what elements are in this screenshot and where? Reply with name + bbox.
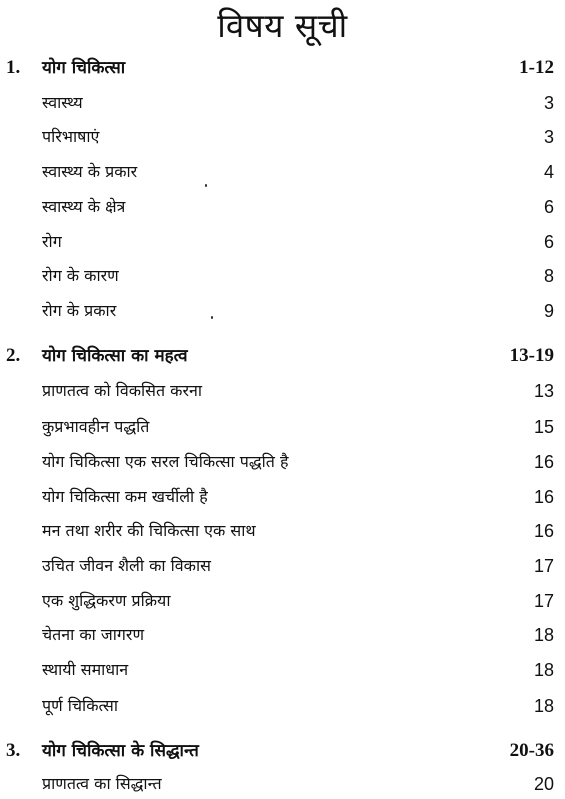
toc-entry-label: रोग <box>42 232 62 251</box>
toc-entry-page: 20 <box>533 774 554 794</box>
toc-entry-label: परिभाषाएं <box>42 127 100 146</box>
toc-entry[interactable] <box>0 551 565 581</box>
toc-entry-label: योग चिकित्सा एक सरल चिकित्सा पद्धति है <box>42 452 289 471</box>
toc-entry-page: 17 <box>533 556 554 576</box>
toc-entry-page: 9 <box>543 301 554 321</box>
toc-entry-page: 13 <box>533 381 554 401</box>
toc-entry-page: 16 <box>533 521 554 541</box>
toc-entry-label: कुप्रभावहीन पद्धति <box>42 417 150 436</box>
toc-entry[interactable] <box>0 691 565 721</box>
toc-entry-page: 6 <box>543 197 554 217</box>
chapter-title: योग चिकित्सा <box>42 58 126 78</box>
toc-entry-label: पूर्ण चिकित्सा <box>42 696 119 715</box>
chapter-heading[interactable] <box>0 736 565 766</box>
toc-entry[interactable] <box>0 122 565 152</box>
chapter-title: योग चिकित्सा का महत्व <box>42 346 188 366</box>
toc-entry-page: 3 <box>543 127 554 147</box>
scan-speck <box>205 184 207 187</box>
toc-entry[interactable] <box>0 192 565 222</box>
toc-entry-page: 18 <box>533 660 554 680</box>
toc-entry-page: 18 <box>533 625 554 645</box>
chapter-heading[interactable] <box>0 341 565 371</box>
toc-entry-label: स्वास्थ्य के प्रकार <box>42 162 138 181</box>
chapter-number: 1. <box>6 57 21 78</box>
chapter-page-range: 13-19 <box>509 345 554 366</box>
toc-entry-label: स्थायी समाधान <box>42 660 129 679</box>
chapter-heading[interactable] <box>0 53 565 83</box>
toc-entry-page: 18 <box>533 696 554 716</box>
toc-entry-page: 3 <box>543 93 554 113</box>
toc-entry-label: चेतना का जागरण <box>42 625 145 644</box>
toc-entry-page: 16 <box>533 487 554 507</box>
toc-entry-label: रोग के कारण <box>42 266 119 285</box>
toc-entry-page: 8 <box>543 266 554 286</box>
toc-entry[interactable] <box>0 586 565 616</box>
toc-entry[interactable] <box>0 376 565 406</box>
toc-entry[interactable] <box>0 516 565 546</box>
toc-entry-page: 17 <box>533 591 554 611</box>
toc-entry-label: एक शुद्धिकरण प्रक्रिया <box>42 591 171 610</box>
toc-entry[interactable] <box>0 157 565 187</box>
toc-entry[interactable] <box>0 482 565 512</box>
toc-entry[interactable] <box>0 296 565 326</box>
toc-entry-label: प्राणतत्व को विकसित करना <box>42 381 203 400</box>
toc-entry-page: 4 <box>543 162 554 182</box>
toc-entry[interactable] <box>0 447 565 477</box>
toc-entry[interactable] <box>0 769 565 799</box>
toc-entry[interactable] <box>0 412 565 442</box>
toc-entry-page: 6 <box>543 232 554 252</box>
toc-entry-label: स्वास्थ्य के क्षेत्र <box>42 197 126 216</box>
toc-entry[interactable] <box>0 620 565 650</box>
chapter-page-range: 1-12 <box>519 57 554 78</box>
chapter-number: 2. <box>6 345 21 366</box>
toc-entry-page: 15 <box>533 417 554 437</box>
scan-speck <box>211 316 213 319</box>
toc-entry-label: मन तथा शरीर की चिकित्सा एक साथ <box>42 521 256 540</box>
toc-entry-label: रोग के प्रकार <box>42 301 117 320</box>
toc-entry-label: उचित जीवन शैली का विकास <box>42 556 211 575</box>
toc-entry[interactable] <box>0 88 565 118</box>
toc-entry-label: प्राणतत्व का सिद्धान्त <box>42 774 162 793</box>
page-title: विषय सूची <box>217 6 348 45</box>
toc-entry[interactable] <box>0 261 565 291</box>
toc-entry[interactable] <box>0 655 565 685</box>
toc-entry-page: 16 <box>533 452 554 472</box>
chapter-title: योग चिकित्सा के सिद्धान्त <box>42 741 199 761</box>
chapter-number: 3. <box>6 740 21 761</box>
toc-entry[interactable] <box>0 227 565 257</box>
toc-entry-label: स्वास्थ्य <box>42 93 83 112</box>
toc-entry-label: योग चिकित्सा कम खर्चीली है <box>42 487 208 506</box>
chapter-page-range: 20-36 <box>509 740 554 761</box>
